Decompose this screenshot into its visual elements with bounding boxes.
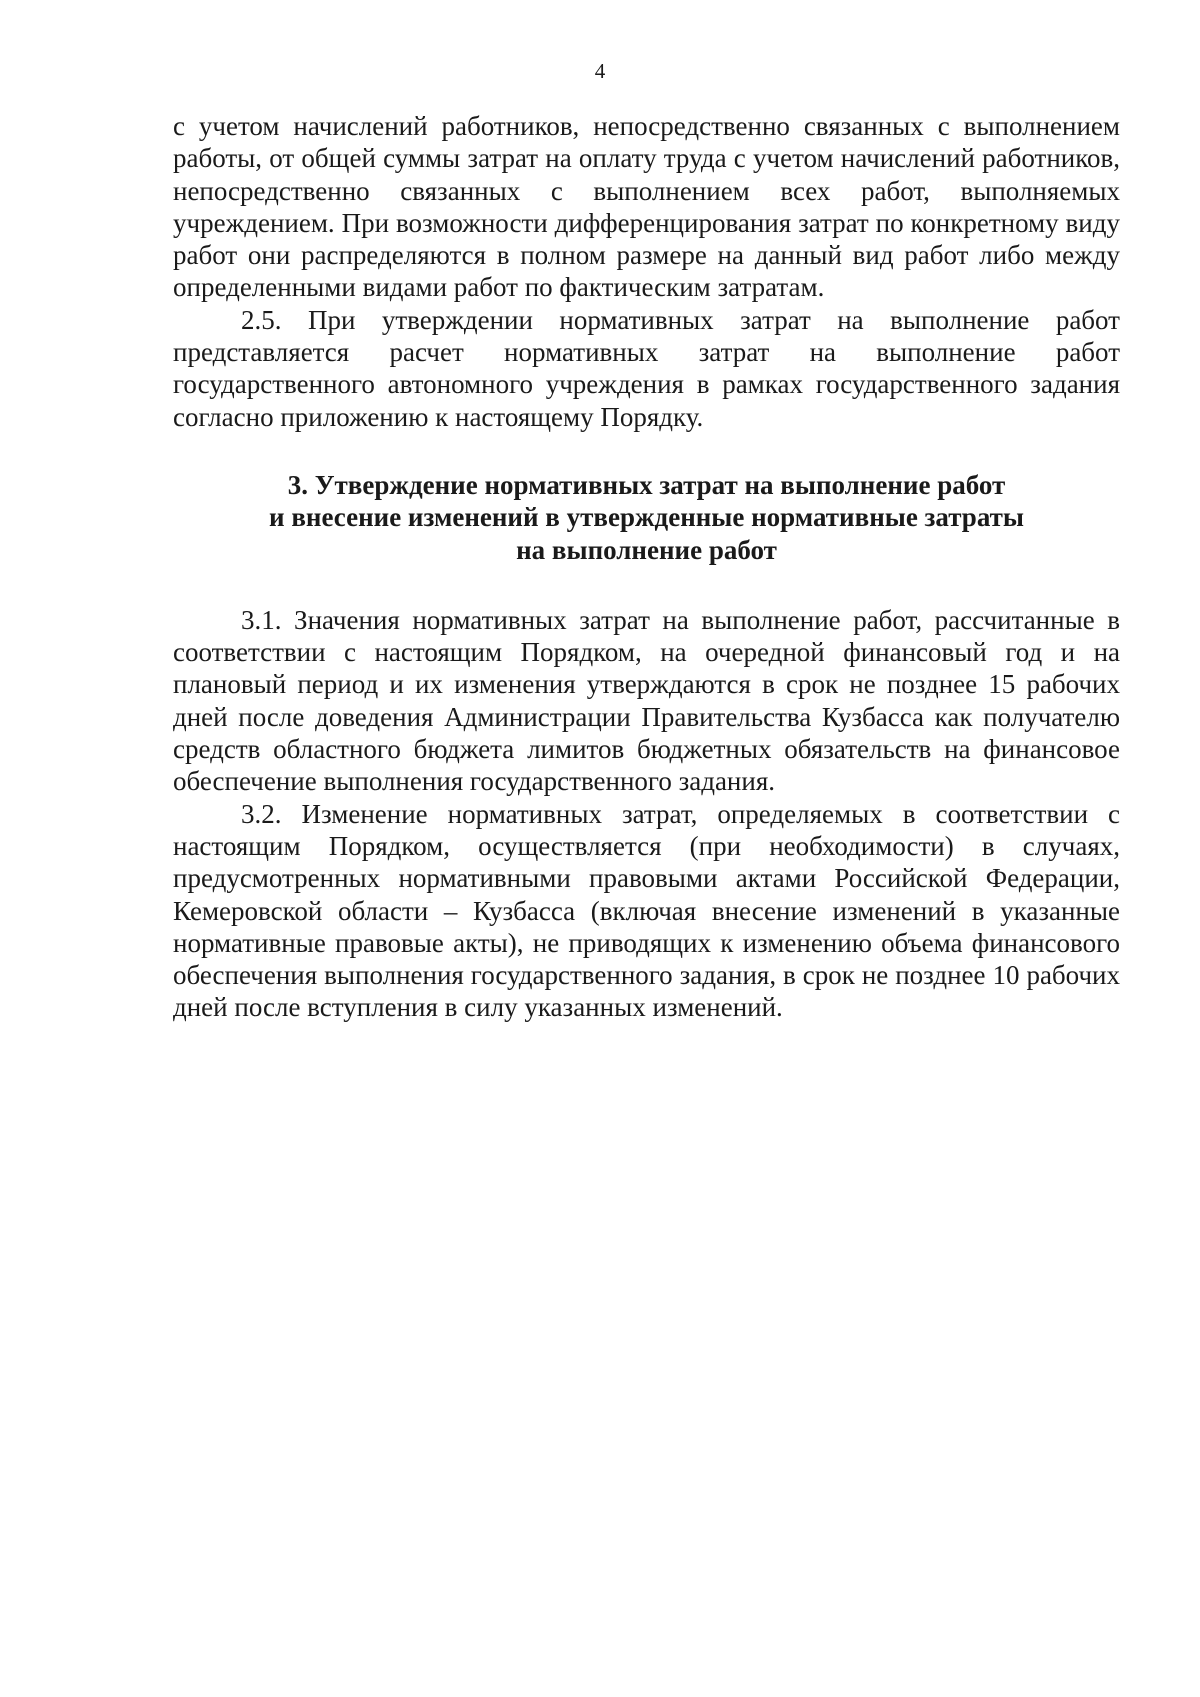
section-3-heading-line-2: и внесение изменений в утвержденные нормативные затраты <box>269 502 1024 533</box>
paragraph-3-2: 3.2. Изменение нормативных затрат, определяемых в соответствии с настоящим Порядком, осуществляется (при необходимости) в случаях, предусмотренных нормативными правовыми актами Российской Федерации, Кемеровской области – Кузбасса (включая внесение изменений в указанные нормативные правовые акты), не приводящих к изменению объема финансового обеспечения выполнения государственного задания, в срок не позднее 10 рабочих дней после вступления в силу указанных изменений. <box>173 798 1120 1023</box>
section-3-heading-line-1: 3. Утверждение нормативных затрат на выполнение работ <box>287 469 1006 500</box>
document-body <box>173 110 1120 1024</box>
paragraph-3-1: 3.1. Значения нормативных затрат на выполнение работ, рассчитанные в соответствии с настоящим Порядком, на очередной финансовый год и на плановый период и их изменения утверждаются в срок не позднее 15 рабочих дней после доведения Администрации Правительства Кузбасса как получателю средств областного бюджета лимитов бюджетных обязательств на финансовое обеспечение выполнения государственного задания. <box>173 604 1120 797</box>
paragraph-continuation: с учетом начислений работников, непосредственно связанных с выполнением работы, от общей суммы затрат на оплату труда с учетом начислений работников, непосредственно связанных с выполнением всех работ, выполняемых учреждением. При возможности дифференцирования затрат по конкретному виду работ они распределяются в полном размере на данный вид работ либо между определенными видами работ по фактическим затратам. <box>173 111 1120 303</box>
page-number: 4 <box>594 59 606 83</box>
paragraph-2-5: 2.5. При утверждении нормативных затрат на выполнение работ представляется расчет нормативных затрат на выполнение работ государственного автономного учреждения в рамках государственного задания согласно приложению к настоящему Порядку. <box>173 304 1120 432</box>
section-3-heading-line-3: на выполнение работ <box>516 534 777 565</box>
section-3-heading <box>173 469 1120 566</box>
